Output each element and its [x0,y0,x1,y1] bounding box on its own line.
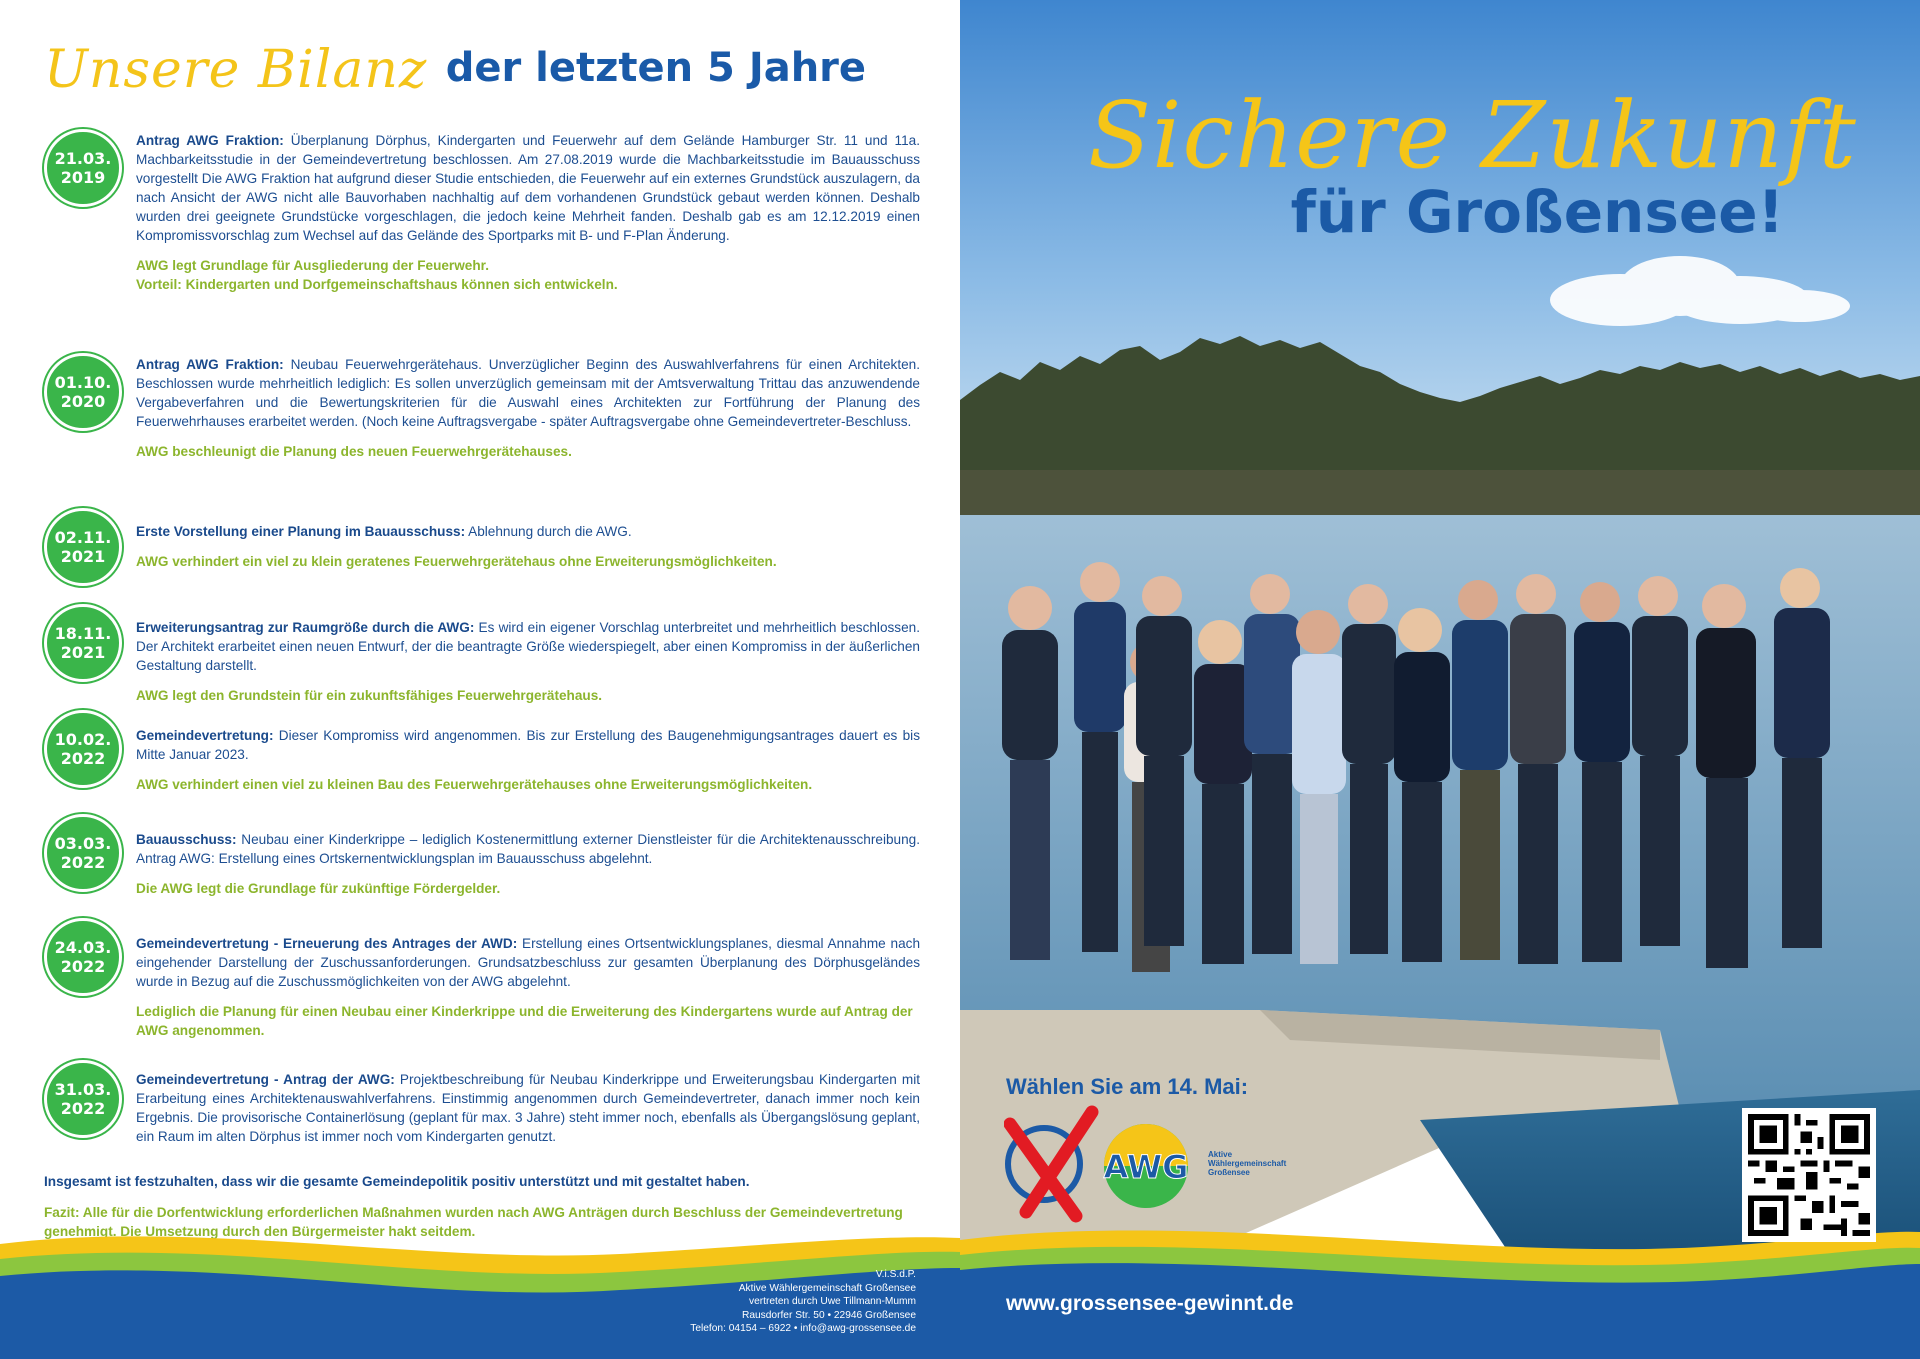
headline [44,40,866,120]
date-badge: 21.03. 2019 [44,129,122,207]
date-badge: 02.11. 2021 [44,508,122,586]
entry-text: Erste Vorstellung einer Planung im Bauausschuss: Ablehnung durch die AWG. [136,524,632,539]
headline-script: Unsere Bilanz [44,40,428,100]
entry-result: AWG legt den Grundstein für ein zukunftsfähiges Feuerwehrgerätehaus. [136,688,603,703]
website-link[interactable]: www.grossensee-gewinnt.de [1006,1292,1294,1315]
entry-result: AWG verhindert einen viel zu kleinen Bau des Feuerwehrgerätehauses ohne Erweiterungsmöglichkeiten. [136,777,813,792]
title-script: Sichere Zukunft [1088,82,1857,189]
entry-text: Gemeindevertretung - Antrag der AWG: Projektbeschreibung für Neubau Kinderkrippe und Erweiterungsbau Kindergarten mit Erarbeitung eines Architektenauswahlverfahrens. Einstimmig angenommen durch Gemeindevertreter, danach immer noch kein Ergebnis. Die provisorische Containerlösung (geplant für max. 3 Jahre) steht immer noch, ebenfalls als Übergangslösung geplant, ein Raum im alten Dörphus ist immer noch vom Kindergarten genutzt. [136,1072,920,1144]
headline-bold: der letzten 5 Jahre [445,45,867,91]
fazit-text: Fazit: Alle für die Dorfentwicklung erforderlichen Maßnahmen wurden nach AWG Anträgen durch Beschluss der Gemeindevertretung genehmigt. Die Umsetzung durch den Bürgermeister hakt seitdem. [44,1205,903,1239]
entry-result: Die AWG legt die Grundlage für zukünftige Fördergelder. [136,881,501,896]
title-bold: für Großensee! [1290,178,1784,246]
entry-text: Antrag AWG Fraktion: Überplanung Dörphus, Kindergarten und Feuerwehr auf dem Gelände Hamburger Str. 11 und 11a. Machbarkeitsstudie in der Gemeindevertretung beschlossen. Am 27.08.2019 wurde die Machbarkeitsstudie im Bauausschuss vorgestellt Die AWG Fraktion hat aufgrund dieser Studie entschieden, die Feuerwehr auf ein externes Grundstück auszulagern, da nach Ansicht der AWG nicht alle Bauvorhaben nachhaltig auf dem vorhandenen Grundstück gebaut werden können. Deshalb wurden drei geeignete Grundstücke vorgeschlagen, die jedoch keine Mehrheit fanden. Deshalb gab es am 12.12.2019 einen Kompromissvorschlag zum Wechsel auf das Gelände des Sportparks mit B- und F-Plan Änderung. [136,133,920,243]
qr-code[interactable] [1742,1108,1876,1242]
entry-result: Lediglich die Planung für einen Neubau einer Kinderkrippe und die Erweiterung des Kindergartens wurde auf Antrag der AWG angenommen. [136,1004,913,1038]
entry-text: Antrag AWG Fraktion: Neubau Feuerwehrgerätehaus. Unverzüglicher Beginn des Auswahlverfahrens für einen Architekten. Beschlossen wurde mehrheitlich lediglich: Es sollen unverzüglich gemeinsam mit der Amtsverwaltung Trittau das anzuwendende Vergabeverfahren und die Bewertungskriterien für die Auswahl eines Architekten zur Fortführung der Planung des Feuerwehrhauses erarbeitet werden. (Noch keine Auftragsvergabe - später Auftragsvergabe ohne Gemeindevertreter-Beschluss. [136,357,920,429]
entry-result: AWG beschleunigt die Planung des neuen Feuerwehrgerätehauses. [136,444,572,459]
date-badge: 10.02. 2022 [44,710,122,788]
date-badge: 31.03. 2022 [44,1060,122,1138]
vote-date: Wählen Sie am 14. Mai: [1006,1074,1249,1099]
date-badge: 18.11. 2021 [44,604,122,682]
awg-logo-text: AWG [1103,1148,1189,1186]
entry-text: Bauausschuss: Neubau einer Kinderkrippe – lediglich Kostenermittlung externer Dienstleister für die Architektenausschreibung. Antrag AWG: Erstellung eines Ortskernentwicklungsplan im Bauausschuss abgelehnt. [136,832,920,866]
entry-result: AWG legt Grundlage für Ausgliederung der Feuerwehr. Vorteil: Kindergarten und Dorfgemeinschaftshaus können sich entwickeln. [136,258,618,292]
entry-text: Gemeindevertretung - Erneuerung des Antrages der AWD: Erstellung eines Ortsentwicklungsplanes, diesmal Annahme nach eingehender Darstellung der Zuschussanforderungen. Grundsatzbeschluss zur gesamten Überplanung des Dörphusgeländes wurde in Bezug auf die Zuschussmöglichkeiten von der AWG abgelehnt. [136,936,921,989]
date-badge: 01.10. 2020 [44,353,122,431]
date-badge: 03.03. 2022 [44,814,122,892]
ballot-logo [1004,1104,1204,1224]
imprint: V.i.S.d.P. Aktive Wählergemeinschaft Großensee vertreten durch Uwe Tillmann-Mumm Rausdorfer Str. 50 • 22946 Großensee Telefon: 04154 – 6922 • info@awg-grossensee.de [690,1269,916,1334]
entry-text: Gemeindevertretung: Dieser Kompromiss wird angenommen. Bis zur Erstellung des Baugenehmigungsantrages dauert es bis Mitte Januar 2023. [136,728,920,762]
qr-code-icon [1748,1114,1870,1236]
date-badge: 24.03. 2022 [44,918,122,996]
awg-logo-subtitle: Aktive Wählergemeinschaft Großensee [1208,1150,1287,1177]
summary-text: Insgesamt ist festzuhalten, dass wir die gesamte Gemeindepolitik positiv unterstützt und mit gestaltet haben. [44,1174,750,1189]
people-silhouettes [970,560,1910,1030]
entry-result: AWG verhindert ein viel zu klein geratenes Feuerwehrgerätehaus ohne Erweiterungsmöglichkeiten. [136,554,777,569]
entry-text: Erweiterungsantrag zur Raumgröße durch die AWG: Es wird ein eigener Vorschlag unterbreitet und mehrheitlich beschlossen. Der Architekt erarbeitet einen neuen Entwurf, der die beantragte Größe wiederspiegelt, aber einen Kompromiss in der äußerlichen Gestaltung darstellt. [136,620,920,673]
right-page [960,0,1920,1359]
